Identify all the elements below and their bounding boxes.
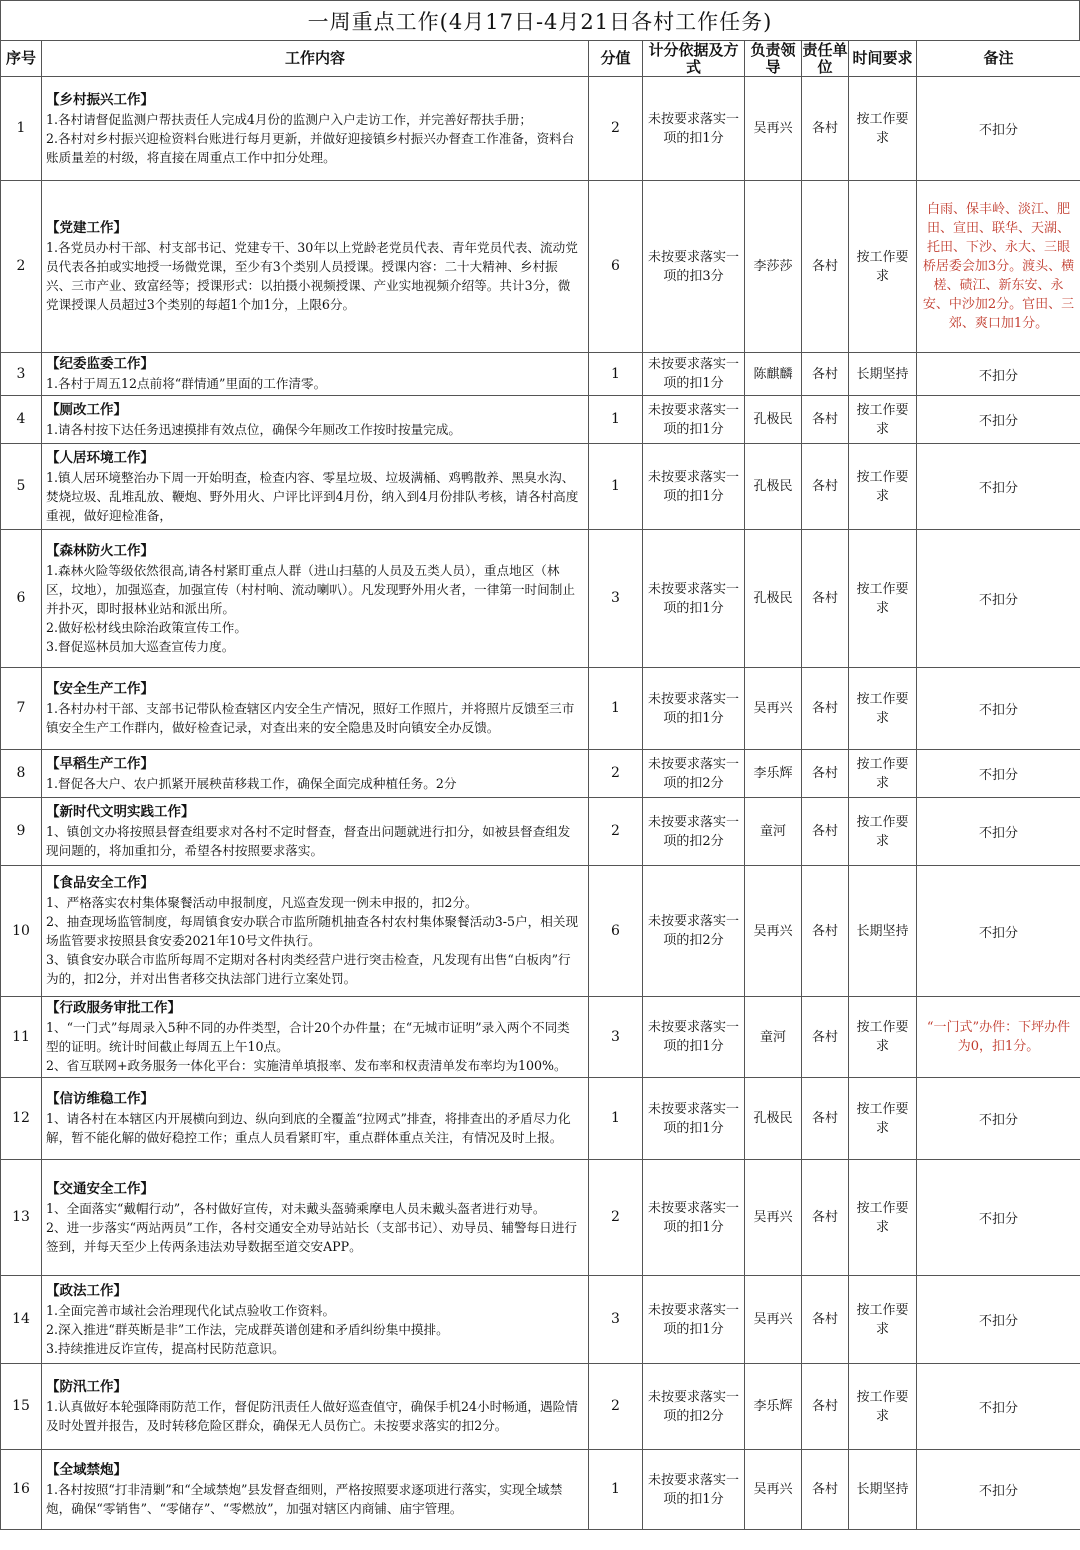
row-score: 3 bbox=[589, 997, 643, 1078]
row-method: 未按要求落实一项的扣3分 bbox=[643, 181, 745, 353]
table-row bbox=[1, 1160, 1080, 1276]
row-index: 1 bbox=[1, 77, 42, 181]
row-index: 7 bbox=[1, 668, 42, 750]
row-index: 5 bbox=[1, 444, 42, 530]
row-time: 按工作要求 bbox=[849, 77, 917, 181]
row-method: 未按要求落实一项的扣1分 bbox=[643, 668, 745, 750]
row-unit: 各村 bbox=[802, 530, 849, 668]
task-table bbox=[0, 40, 1080, 1530]
header-leader: 负责领导 bbox=[745, 41, 802, 77]
row-content-line: 1.各村按照“打非清剿”和“全域禁炮”县发督查细则，严格按照要求逐项进行落实，实现全域禁炮，确保“零销售”、“零储存”、“零燃放”，加强对辖区内商铺、庙宇管理。 bbox=[46, 1482, 563, 1516]
row-content bbox=[42, 1160, 589, 1276]
row-index: 12 bbox=[1, 1078, 42, 1160]
row-category: 【厕改工作】 bbox=[46, 401, 127, 418]
table-row bbox=[1, 1276, 1080, 1364]
row-score: 1 bbox=[589, 668, 643, 750]
row-method: 未按要求落实一项的扣1分 bbox=[643, 444, 745, 530]
row-time: 按工作要求 bbox=[849, 1364, 917, 1450]
row-remark: 不扣分 bbox=[917, 1450, 1080, 1530]
row-content-line: 1、请各村在本辖区内开展横向到边、纵向到底的全覆盖“拉网式”排查，将排查出的矛盾尽力化解，暂不能化解的做好稳控工作；重点人员看紧盯牢，重点群体重点关注，有情况及时上报。 bbox=[46, 1111, 571, 1145]
row-time: 按工作要求 bbox=[849, 530, 917, 668]
row-index: 9 bbox=[1, 798, 42, 866]
row-leader: 吴再兴 bbox=[745, 668, 802, 750]
table-row bbox=[1, 353, 1080, 396]
row-content-line: 2、抽查现场监管制度，每周镇食安办联合市监所随机抽查各村农村集体聚餐活动3-5户，相关现场监管要求按照县食安委2021年10号文件执行。 bbox=[46, 914, 579, 948]
row-score: 1 bbox=[589, 396, 643, 444]
row-content-line: 3.持续推进反诈宣传，提高村民防范意识。 bbox=[46, 1340, 285, 1356]
row-score: 3 bbox=[589, 530, 643, 668]
row-index: 16 bbox=[1, 1450, 42, 1530]
row-method: 未按要求落实一项的扣2分 bbox=[643, 750, 745, 798]
row-remark: 不扣分 bbox=[917, 530, 1080, 668]
row-content bbox=[42, 866, 589, 997]
row-remark: 白雨、保丰岭、淡江、肥田、宣田、联华、天湖、托田、下沙、永大、三眼桥居委会加3分。渡头、横槎、碛江、新东安、永安、中沙加2分。官田、三郊、爽口加1分。 bbox=[917, 181, 1080, 353]
row-category: 【食品安全工作】 bbox=[46, 875, 154, 891]
row-unit: 各村 bbox=[802, 181, 849, 353]
table-row bbox=[1, 1078, 1080, 1160]
row-score: 2 bbox=[589, 1160, 643, 1276]
row-leader: 孔极民 bbox=[745, 396, 802, 444]
row-remark: 不扣分 bbox=[917, 668, 1080, 750]
row-index: 13 bbox=[1, 1160, 42, 1276]
row-content bbox=[42, 1450, 589, 1530]
row-remark: 不扣分 bbox=[917, 1160, 1080, 1276]
row-category: 【行政服务审批工作】 bbox=[46, 1000, 181, 1016]
row-method: 未按要求落实一项的扣1分 bbox=[643, 1276, 745, 1364]
row-method: 未按要求落实一项的扣1分 bbox=[643, 396, 745, 444]
header-time: 时间要求 bbox=[849, 41, 917, 77]
row-index: 6 bbox=[1, 530, 42, 668]
row-method: 未按要求落实一项的扣2分 bbox=[643, 1364, 745, 1450]
row-time: 按工作要求 bbox=[849, 750, 917, 798]
row-content-line: 2.深入推进“群英断是非”工作法，完成群英谱创建和矛盾纠纷集中摸排。 bbox=[46, 1321, 449, 1337]
row-content-line: 1.认真做好本轮强降雨防范工作，督促防汛责任人做好巡查值守，确保手机24小时畅通，遇险情及时处置并报告，及时转移危险区群众，确保无人员伤亡。未按要求落实的扣2分。 bbox=[46, 1399, 578, 1433]
row-content bbox=[42, 798, 589, 866]
table-row bbox=[1, 798, 1080, 866]
row-unit: 各村 bbox=[802, 1160, 849, 1276]
row-score: 2 bbox=[589, 750, 643, 798]
row-content bbox=[42, 1364, 589, 1450]
row-unit: 各村 bbox=[802, 798, 849, 866]
table-row bbox=[1, 668, 1080, 750]
row-method: 未按要求落实一项的扣2分 bbox=[643, 866, 745, 997]
table-row bbox=[1, 750, 1080, 798]
row-category: 【纪委监委工作】 bbox=[46, 356, 154, 372]
row-method: 未按要求落实一项的扣1分 bbox=[643, 1160, 745, 1276]
row-method: 未按要求落实一项的扣1分 bbox=[643, 1078, 745, 1160]
row-category: 【交通安全工作】 bbox=[46, 1180, 154, 1197]
row-index: 2 bbox=[1, 181, 42, 353]
row-content-line: 2.做好松材线虫除治政策宣传工作。 bbox=[46, 619, 247, 635]
row-content bbox=[42, 1078, 589, 1160]
row-content-line: 2、进一步落实“两站两员”工作，各村交通安全劝导站站长（支部书记）、劝导员、辅警每日进行签到，并每天至少上传两条违法劝导数据至道交安APP。 bbox=[46, 1219, 577, 1254]
row-remark: 不扣分 bbox=[917, 444, 1080, 530]
row-leader: 孔极民 bbox=[745, 444, 802, 530]
row-content-line: 1.森林火险等级依然很高,请各村紧盯重点人群（进山扫墓的人员及五类人员），重点地区（林区，坟地），加强巡查，加强宣传（村村响、流动喇叭）。凡发现野外用火者，一律第一时间制止并扑灭，即时报林业站和派出所。 bbox=[46, 562, 575, 616]
row-score: 2 bbox=[589, 77, 643, 181]
row-score: 2 bbox=[589, 1364, 643, 1450]
row-time: 按工作要求 bbox=[849, 1276, 917, 1364]
row-content-line: 1、全面落实“戴帽行动”，各村做好宣传，对未戴头盔骑乘摩电人员未戴头盔者进行劝导。 bbox=[46, 1200, 546, 1216]
row-remark: 不扣分 bbox=[917, 77, 1080, 181]
row-content-line: 1.督促各大户、农户抓紧开展秧苗移栽工作，确保全面完成种植任务。2分 bbox=[46, 775, 457, 791]
table-row bbox=[1, 77, 1080, 181]
row-remark: 不扣分 bbox=[917, 1078, 1080, 1160]
row-category: 【信访维稳工作】 bbox=[46, 1091, 154, 1107]
row-category: 【全域禁炮】 bbox=[46, 1462, 127, 1478]
row-content-line: 3.督促巡林员加大巡查宣传力度。 bbox=[46, 638, 235, 654]
row-remark: 不扣分 bbox=[917, 798, 1080, 866]
row-time: 按工作要求 bbox=[849, 1160, 917, 1276]
row-score: 3 bbox=[589, 1276, 643, 1364]
row-leader: 童河 bbox=[745, 997, 802, 1078]
row-unit: 各村 bbox=[802, 444, 849, 530]
row-index: 14 bbox=[1, 1276, 42, 1364]
header-index: 序号 bbox=[1, 41, 42, 77]
row-content bbox=[42, 353, 589, 396]
row-content-line: 1、“一门式”每周录入5种不同的办件类型，合计20个办件量；在“无城市证明”录入两个不同类型的证明。统计时间截止每周五上午10点。 bbox=[46, 1020, 570, 1054]
row-content-line: 1.各村办村干部、支部书记带队检查辖区内安全生产情况，照好工作照片，并将照片反馈至三市镇安全生产工作群内，做好检查记录，对查出来的安全隐患及时向镇安全办反馈。 bbox=[46, 701, 575, 735]
row-score: 1 bbox=[589, 1450, 643, 1530]
row-time: 长期坚持 bbox=[849, 1450, 917, 1530]
row-content bbox=[42, 444, 589, 530]
row-content-line: 1.请各村按下达任务迅速摸排有效点位，确保今年厕改工作按时按量完成。 bbox=[46, 421, 462, 437]
row-score: 1 bbox=[589, 353, 643, 396]
row-score: 1 bbox=[589, 1078, 643, 1160]
row-unit: 各村 bbox=[802, 353, 849, 396]
row-content bbox=[42, 77, 589, 181]
row-content-line: 1.镇人居环境整治办下周一开始明查，检查内容、零星垃圾、垃圾满桶、鸡鸭散养、黑臭水沟、焚烧垃圾、乱堆乱放、鞭炮、野外用火、户评比评到4月份，纳入到4月份排队考核，请各村高度重视，做好迎检准备， bbox=[46, 469, 579, 523]
row-category: 【早稻生产工作】 bbox=[46, 755, 154, 772]
row-leader: 孔极民 bbox=[745, 530, 802, 668]
row-index: 15 bbox=[1, 1364, 42, 1450]
row-content-line: 1.各村请督促监测户帮扶责任人完成4月份的监测户入户走访工作，并完善好帮扶手册； bbox=[46, 111, 532, 127]
table-body bbox=[1, 77, 1080, 1530]
row-leader: 李乐辉 bbox=[745, 1364, 802, 1450]
row-leader: 李乐辉 bbox=[745, 750, 802, 798]
row-unit: 各村 bbox=[802, 396, 849, 444]
row-leader: 陈麒麟 bbox=[745, 353, 802, 396]
page-title: 一周重点工作(4月17日-4月21日各村工作任务) bbox=[307, 9, 773, 34]
row-content bbox=[42, 750, 589, 798]
row-time: 长期坚持 bbox=[849, 866, 917, 997]
row-leader: 吴再兴 bbox=[745, 77, 802, 181]
row-unit: 各村 bbox=[802, 1078, 849, 1160]
row-leader: 孔极民 bbox=[745, 1078, 802, 1160]
row-leader: 吴再兴 bbox=[745, 1450, 802, 1530]
row-index: 4 bbox=[1, 396, 42, 444]
row-time: 按工作要求 bbox=[849, 668, 917, 750]
row-unit: 各村 bbox=[802, 750, 849, 798]
row-method: 未按要求落实一项的扣1分 bbox=[643, 530, 745, 668]
row-content-line: 3、镇食安办联合市监所每周不定期对各村肉类经营户进行突击检查，凡发现有出售“白板肉”行为的，扣2分，并对出售者移交执法部门进行立案处罚。 bbox=[46, 952, 571, 986]
table-row bbox=[1, 181, 1080, 353]
row-content bbox=[42, 396, 589, 444]
row-unit: 各村 bbox=[802, 77, 849, 181]
row-score: 2 bbox=[589, 798, 643, 866]
row-content bbox=[42, 181, 589, 353]
row-index: 8 bbox=[1, 750, 42, 798]
row-unit: 各村 bbox=[802, 668, 849, 750]
row-category: 【乡村振兴工作】 bbox=[46, 91, 154, 108]
header-remark: 备注 bbox=[917, 41, 1080, 77]
row-leader: 童河 bbox=[745, 798, 802, 866]
row-unit: 各村 bbox=[802, 1364, 849, 1450]
row-unit: 各村 bbox=[802, 1276, 849, 1364]
row-content-line: 1、严格落实农村集体聚餐活动申报制度，凡巡查发现一例未申报的，扣2分。 bbox=[46, 895, 478, 910]
row-content-line: 1.全面完善市域社会治理现代化试点验收工作资料。 bbox=[46, 1302, 336, 1318]
row-method: 未按要求落实一项的扣1分 bbox=[643, 997, 745, 1078]
row-remark: 不扣分 bbox=[917, 750, 1080, 798]
header-score: 分值 bbox=[589, 41, 643, 77]
row-time: 按工作要求 bbox=[849, 997, 917, 1078]
row-time: 按工作要求 bbox=[849, 798, 917, 866]
row-unit: 各村 bbox=[802, 866, 849, 997]
row-content bbox=[42, 997, 589, 1078]
row-content-line: 2、省互联网+政务服务一体化平台：实施清单填报率、发布率和权责清单发布率均为100%。 bbox=[46, 1058, 567, 1073]
header-method: 计分依据及方式 bbox=[643, 41, 745, 77]
row-content bbox=[42, 530, 589, 668]
row-leader: 吴再兴 bbox=[745, 1276, 802, 1364]
row-category: 【安全生产工作】 bbox=[46, 681, 154, 697]
row-category: 【人居环境工作】 bbox=[46, 449, 154, 466]
header-row bbox=[1, 41, 1080, 77]
row-remark: 不扣分 bbox=[917, 866, 1080, 997]
row-method: 未按要求落实一项的扣1分 bbox=[643, 77, 745, 181]
table-row bbox=[1, 1364, 1080, 1450]
row-leader: 吴再兴 bbox=[745, 1160, 802, 1276]
row-content bbox=[42, 1276, 589, 1364]
row-index: 11 bbox=[1, 997, 42, 1078]
row-method: 未按要求落实一项的扣2分 bbox=[643, 798, 745, 866]
row-category: 【新时代文明实践工作】 bbox=[46, 804, 195, 820]
row-time: 按工作要求 bbox=[849, 396, 917, 444]
row-content bbox=[42, 668, 589, 750]
row-content-line: 1、镇创文办将按照县督查组要求对各村不定时督查，督查出问题就进行扣分，如被县督查组发现问题的，将加重扣分，希望各村按照要求落实。 bbox=[46, 824, 571, 858]
title-bar bbox=[0, 0, 1080, 40]
row-method: 未按要求落实一项的扣1分 bbox=[643, 1450, 745, 1530]
table-row bbox=[1, 444, 1080, 530]
row-leader: 李莎莎 bbox=[745, 181, 802, 353]
row-time: 长期坚持 bbox=[849, 353, 917, 396]
row-category: 【森林防火工作】 bbox=[46, 542, 154, 559]
table-row bbox=[1, 530, 1080, 668]
row-remark: 不扣分 bbox=[917, 1364, 1080, 1450]
row-score: 6 bbox=[589, 866, 643, 997]
row-content-line: 1.各村于周五12点前将“群情通”里面的工作清零。 bbox=[46, 376, 327, 391]
row-index: 3 bbox=[1, 353, 42, 396]
row-time: 按工作要求 bbox=[849, 1078, 917, 1160]
row-category: 【防汛工作】 bbox=[46, 1379, 127, 1395]
row-remark: 不扣分 bbox=[917, 396, 1080, 444]
row-unit: 各村 bbox=[802, 1450, 849, 1530]
row-index: 10 bbox=[1, 866, 42, 997]
row-category: 【政法工作】 bbox=[46, 1282, 127, 1299]
table-row bbox=[1, 866, 1080, 997]
row-content-line: 2.各村对乡村振兴迎检资料台账进行每月更新，并做好迎接镇乡村振兴办督查工作准备，资料台账质量差的村级，将直接在周重点工作中扣分处理。 bbox=[46, 130, 575, 165]
row-time: 按工作要求 bbox=[849, 444, 917, 530]
row-remark: 不扣分 bbox=[917, 353, 1080, 396]
table-row bbox=[1, 1450, 1080, 1530]
row-leader: 吴再兴 bbox=[745, 866, 802, 997]
row-score: 6 bbox=[589, 181, 643, 353]
table-row bbox=[1, 396, 1080, 444]
row-method: 未按要求落实一项的扣1分 bbox=[643, 353, 745, 396]
header-content: 工作内容 bbox=[42, 41, 589, 77]
header-unit: 责任单位 bbox=[802, 40, 848, 76]
table-row bbox=[1, 997, 1080, 1078]
row-time: 按工作要求 bbox=[849, 181, 917, 353]
row-unit: 各村 bbox=[802, 997, 849, 1078]
row-content-line: 1.各党员办村干部、村支部书记、党建专干、30年以上党龄老党员代表、青年党员代表、流动党员代表各拍或实地授一场微党课，至少有3个类别人员授课。授课内容：二十大精神、乡村振兴、三市产业、致富经等；授课形式：以拍摄小视频授课、产业实地视频介绍等。共计3分，微党课授课人员超过3个类别的每超1个加1分，上限6分。 bbox=[46, 240, 578, 312]
row-category: 【党建工作】 bbox=[46, 220, 127, 236]
row-remark: “一门式”办件：下坪办件为0，扣1分。 bbox=[917, 997, 1080, 1078]
row-remark: 不扣分 bbox=[917, 1276, 1080, 1364]
row-score: 1 bbox=[589, 444, 643, 530]
